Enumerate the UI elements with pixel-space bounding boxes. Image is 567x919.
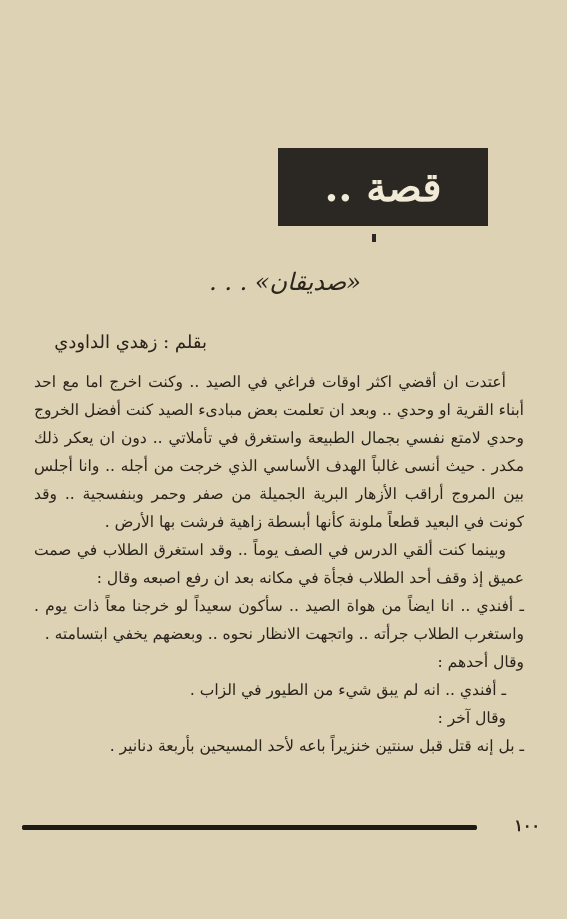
paragraph: ـ بل إنه قتل قبل سنتين خنزيراً باعه لأحد المسيحين بأربعة دنانير .: [109, 737, 524, 755]
story-banner: [278, 148, 488, 226]
paragraph: ـ أفندي .. انا ايضاً من هواة الصيد .. سأكون سعيداً لو خرجنا معاً ذات يوم . واستغرب الطلاب جرأته .. واتجهت الانظار نحوه .. وبعضهم يخفي ابتسامته .: [34, 597, 524, 643]
footer-rule: [22, 825, 477, 830]
paragraph: وبينما كنت ألقي الدرس في الصف يوماً .. وقد استغرق الطلاب في صمت عميق إذ وقف أحد الطلاب فجأة في مكانه بعد ان رفع اصبعه وقال :: [34, 541, 524, 587]
paragraph: ـ أفندي .. انه لم يبق شيء من الطيور في الزاب .: [189, 681, 506, 699]
author-line: بقلم : زهدي الداودي: [54, 332, 207, 353]
ornament-mark: [372, 234, 376, 242]
banner-text: قصة ..: [324, 163, 442, 211]
story-title: «صديقان» . . .: [209, 268, 361, 296]
paragraph: وقال آخر :: [437, 709, 506, 727]
page-footer: [22, 816, 540, 836]
paragraph: وقال أحدهم :: [437, 653, 524, 671]
story-body: [34, 368, 524, 760]
page-number: ١٠٠: [514, 816, 540, 835]
paragraph: أعتدت ان أقضي اكثر اوقات فراغي في الصيد .. وكنت اخرج اما مع احد أبناء القرية او وحدي .. وبعد ان تعلمت بعض مبادىء الصيد كنت أفضل الخروج وحدي لامتع نفسي بجمال الطبيعة واستغرق في تأملاتي .. دون ان يعكر ذلك مكدر . حيث أنسى غالباً الهدف الأساسي الذي خرجت من أجله .. وانا أجلس بين المروج أراقب الأزهار البرية الجميلة من صفر وحمر وبنفسجية .. وقد كونت في البعيد قطعاً ملونة كأنها أبسطة زاهية فرشت بها الأرض .: [34, 373, 524, 531]
